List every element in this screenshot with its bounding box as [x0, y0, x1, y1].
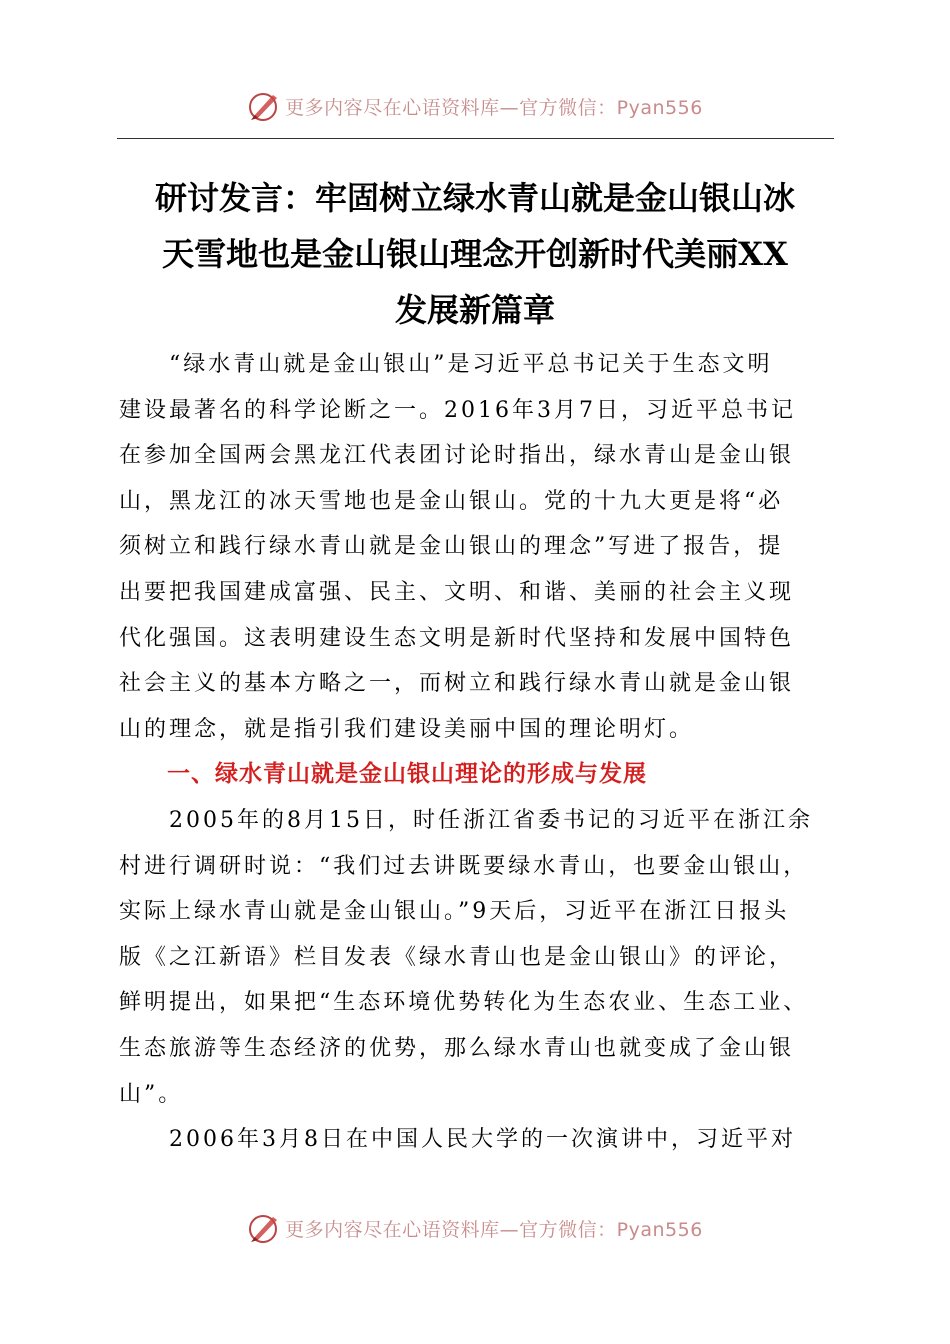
document-title — [110, 170, 840, 338]
body-line: 山，黑龙江的冰天雪地也是金山银山。党的十九大更是将“必 — [119, 488, 784, 514]
title-line: 研讨发言：牢固树立绿水青山就是金山银山冰 — [154, 179, 795, 217]
section-heading: 一、绿水青山就是金山银山理论的形成与发展 — [119, 761, 647, 788]
body-line: 山”。 — [119, 1081, 184, 1107]
pen-logo-icon — [247, 89, 281, 123]
banner-text: 更多内容尽在心语资料库—官方微信：Pyan556 — [285, 1218, 703, 1241]
banner-text: 更多内容尽在心语资料库—官方微信：Pyan556 — [285, 96, 703, 119]
body-line: 出要把我国建成富强、民主、文明、和谐、美丽的社会主义现 — [119, 579, 795, 605]
body-line: “绿水青山就是金山银山”是习近平总书记关于生态文明 — [119, 352, 773, 377]
body-line: 在参加全国两会黑龙江代表团讨论时指出，绿水青山是金山银 — [119, 443, 795, 469]
body-line: 版《之江新语》栏目发表《绿水青山也是金山银山》的评论， — [119, 944, 795, 970]
banner — [247, 1211, 703, 1245]
body-line: 社会主义的基本方略之一，而树立和践行绿水青山就是金山银 — [119, 671, 795, 697]
header-banner — [0, 84, 950, 128]
document-body — [119, 342, 839, 1163]
body-line: 实际上绿水青山就是金山银山。”9天后，习近平在浙江日报头 — [119, 899, 790, 925]
body-line: 须树立和践行绿水青山就是金山银山的理念”写进了报告，提 — [119, 534, 784, 560]
body-line: 2005年的8月15日，时任浙江省委书记的习近平在浙江余 — [119, 807, 813, 833]
pen-logo-icon — [247, 1211, 281, 1245]
banner — [247, 89, 703, 123]
title-line: 发展新篇章 — [394, 291, 555, 329]
title-line: 天雪地也是金山银山理念开创新时代美丽XX — [162, 235, 788, 273]
header-divider — [117, 138, 834, 139]
body-line: 村进行调研时说：“我们过去讲既要绿水青山，也要金山银山， — [119, 853, 809, 879]
body-line: 2006年3月8日在中国人民大学的一次演讲中，习近平对 — [119, 1127, 796, 1153]
body-line: 建设最著名的科学论断之一。2016年3月7日，习近平总书记 — [119, 397, 796, 423]
footer-banner — [0, 1206, 950, 1250]
body-line: 鲜明提出，如果把“生态环境优势转化为生态农业、生态工业、 — [119, 990, 809, 1016]
body-line: 生态旅游等生态经济的优势，那么绿水青山也就变成了金山银 — [119, 1035, 795, 1061]
body-line: 山的理念，就是指引我们建设美丽中国的理论明灯。 — [119, 716, 695, 742]
body-line: 代化强国。这表明建设生态文明是新时代坚持和发展中国特色 — [119, 625, 795, 651]
